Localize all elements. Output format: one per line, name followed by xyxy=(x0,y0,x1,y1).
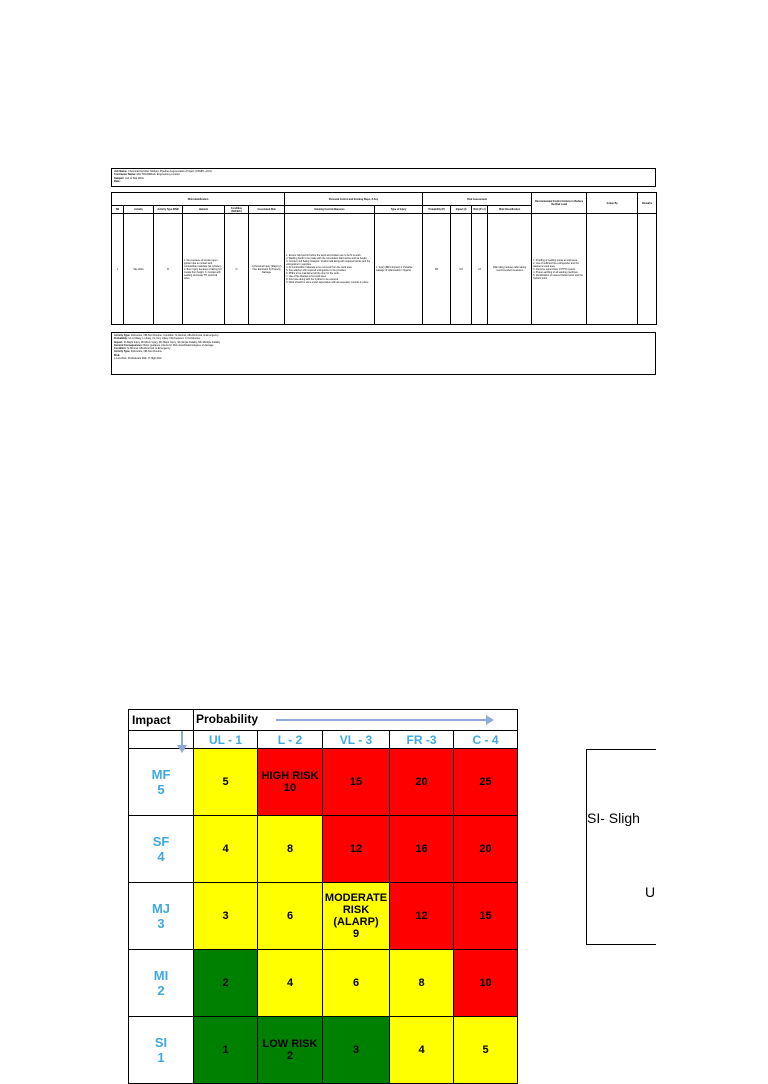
cell-action-by xyxy=(587,214,638,325)
header-line: Date: xyxy=(114,180,121,184)
column-header: Type of Injury xyxy=(375,206,423,214)
matrix-cell: 8 xyxy=(390,950,454,1017)
cell-risk: 12 xyxy=(472,214,488,325)
cell-associated-risk: 1) Personal Injury (Major) 2) Fire/ Explosion 3) Property Damage xyxy=(249,214,285,325)
legend-line: Probability: UL-Unlikely, L-Likely, VL-Very Likely, FR-Frequent, C-Continuous xyxy=(114,337,201,341)
risk-assessment-sheet xyxy=(111,168,656,361)
column-header: Risk Classification xyxy=(488,206,532,214)
matrix-cell: 4 xyxy=(390,1017,454,1084)
column-header: Hazards xyxy=(183,206,225,214)
legend-line: Risk: xyxy=(114,353,121,357)
matrix-col-header: L - 2 xyxy=(258,731,323,749)
legend-line: L-Low Risk, M-Moderate Risk, H-High Risk xyxy=(114,357,162,361)
impact-legend-line: U xyxy=(645,884,656,900)
matrix-cell: 16 xyxy=(390,816,454,883)
column-header: Impact (I) xyxy=(451,206,472,214)
matrix-col-header: UL - 1 xyxy=(194,731,258,749)
control-item: 3. Conduct Job Safety Analysis / toolbox talk along with required barrier and fire extinguisher in supplies. xyxy=(286,260,371,266)
column-header: Activity xyxy=(124,206,154,214)
matrix-probability-title: Probability xyxy=(196,712,259,726)
matrix-row xyxy=(129,749,518,816)
header-line: Contractor Name: M/s TRANSRAIL Engineering Limited xyxy=(114,173,180,177)
matrix-row xyxy=(129,816,518,883)
matrix-cell: 8 xyxy=(258,816,323,883)
control-item: 7. Use of fire blanket at hot work area. xyxy=(286,275,327,278)
matrix-probability-header xyxy=(194,710,518,731)
matrix-cell: 20 xyxy=(390,749,454,816)
cell-remarks xyxy=(638,214,657,325)
matrix-col-header: FR -3 xyxy=(390,731,454,749)
matrix-row-header xyxy=(129,950,194,1017)
cell-existing-controls xyxy=(285,214,375,325)
row-header-code: MJ xyxy=(151,901,171,916)
group-header: Personal Control and Existing Steps, If Any xyxy=(285,193,423,206)
matrix-cell: 12 xyxy=(323,816,390,883)
table-row xyxy=(112,214,657,325)
header-line: Job Name: Chemical Fertilizer Mudpro Pipeline Augmentation Project (CFMPL-AUG) xyxy=(114,170,213,173)
row-header-score: 3 xyxy=(157,916,165,931)
row-header-code: SI xyxy=(154,1035,168,1050)
legend-line: Impact: SI-Slight Injury, MI-Minor Injury, MJ-Major Injury, SF-Single Fatality, MF-Multiple Fatality xyxy=(114,340,221,344)
group-header: Remarks xyxy=(638,193,657,214)
cell-sn: 1 xyxy=(112,214,124,325)
matrix-row-header xyxy=(129,883,194,950)
recommended-item: 1. Proofing of welding points at work area. xyxy=(533,258,578,262)
cell-hazards: 1. Fire because of smoke/ open ignition due to contact with combustible materials (as cylinder). 2. Burn Injury because of taking hot metals from height. 3. Contact with welding electrode/ HT electrical wires. xyxy=(183,214,225,325)
matrix-cell: 2 xyxy=(194,950,258,1017)
matrix-cell: 10 xyxy=(454,950,518,1017)
cell-recommended xyxy=(532,214,587,325)
matrix-row-header xyxy=(129,1017,194,1084)
risk-matrix xyxy=(128,709,518,1084)
cell-injury-type: 1. Injury (Blind Impact) 2. Possible leakage of inflammable / Organic xyxy=(375,214,423,325)
recommended-item: 5. Identification of nearest hazard point and fire hydrant point. xyxy=(533,273,583,280)
matrix-cell: 4 xyxy=(194,816,258,883)
cell-activity-type: R xyxy=(154,214,183,325)
column-header: Existing Control Measures xyxy=(285,206,375,214)
column-header: Probability (P) xyxy=(423,206,451,214)
group-header: Recommended Control Actions to Reduce the Risk Level xyxy=(532,193,587,214)
legend-line: Activity Type: R-Routine, NR-Non Routine; Condition: N-Normal, AB-Abnormal, E-Emergency xyxy=(114,334,219,337)
control-item: 8. Fire hose along with fire hydrant to be ensured. xyxy=(286,278,339,281)
column-header: Associated Risk xyxy=(249,206,285,214)
matrix-cell: 4 xyxy=(258,950,323,1017)
matrix-col-header: C - 4 xyxy=(454,731,518,749)
impact-legend-box xyxy=(586,749,656,945)
matrix-cell: 15 xyxy=(454,883,518,950)
cell-classification: Risk rating reduces after taking recommended measures xyxy=(488,214,532,325)
matrix-row xyxy=(129,1017,518,1084)
matrix-cell: 12 xyxy=(390,883,454,950)
matrix-cell: HIGH RISK 10 xyxy=(258,749,323,816)
matrix-cell: 20 xyxy=(454,816,518,883)
risk-table xyxy=(111,192,657,325)
row-header-code: MI xyxy=(153,968,169,983)
matrix-impact-title: Impact xyxy=(129,710,194,731)
cell-impact: MJ xyxy=(451,214,472,325)
row-header-score: 4 xyxy=(157,849,165,864)
matrix-corner xyxy=(129,731,194,749)
row-header-code: SF xyxy=(152,834,170,849)
row-header-code: MF xyxy=(151,767,171,782)
column-header: SN xyxy=(112,206,124,214)
legend-line: Condition: N-Normal, AB-Abnormal, E-Emergency xyxy=(114,347,171,351)
recommended-item: 2. Use of sufficient fire extinguisher and fire blanket at work area. xyxy=(533,261,579,268)
cell-activity: Site Work xyxy=(124,214,154,325)
matrix-col-header: VL - 3 xyxy=(323,731,390,749)
matrix-cell: 5 xyxy=(454,1017,518,1084)
matrix-cell: 15 xyxy=(323,749,390,816)
matrix-row xyxy=(129,950,518,1017)
arrow-down-icon xyxy=(181,731,183,747)
column-header: Condition (N/A/E/C) xyxy=(225,206,249,214)
matrix-cell: 25 xyxy=(454,749,518,816)
group-header: Risk Assessment xyxy=(423,193,532,206)
cell-condition: N xyxy=(225,214,249,325)
matrix-cell: 6 xyxy=(258,883,323,950)
matrix-row-header xyxy=(129,749,194,816)
matrix-cell: 3 xyxy=(194,883,258,950)
matrix-cell: LOW RISK 2 xyxy=(258,1017,323,1084)
control-item: 9. Work should be done under supervision with all necessary controls in place. xyxy=(286,281,369,284)
sheet-header xyxy=(111,168,656,187)
control-item: 5. Fire watcher with required extinguisher to be provided. xyxy=(286,269,347,272)
matrix-cell: 5 xyxy=(194,749,258,816)
control-item: 4. All combustible materials to be removed from the work area. xyxy=(286,266,353,269)
matrix-cell: 6 xyxy=(323,950,390,1017)
row-header-score: 5 xyxy=(157,782,165,797)
row-header-score: 2 xyxy=(157,983,165,998)
matrix-row-header xyxy=(129,816,194,883)
legend-line: Activity Type: R-Routine, NR-Non Routine xyxy=(114,350,162,354)
recommended-item: 4. Proper earthing of all welding machines. xyxy=(533,270,579,274)
matrix-cell: MODERATE RISK (ALARP) 9 xyxy=(323,883,390,950)
matrix-cell: 1 xyxy=(194,1017,258,1084)
matrix-row xyxy=(129,883,518,950)
column-header: Risk (P x I) xyxy=(472,206,488,214)
legend-line: General Consequences: Refer guidance criteria for Risk classification/degree of damage xyxy=(114,343,214,347)
row-header-score: 1 xyxy=(157,1050,165,1065)
header-line: Subject: Job of Site Work xyxy=(114,176,144,180)
matrix-cell: 3 xyxy=(323,1017,390,1084)
group-header: Action By xyxy=(587,193,638,214)
recommended-item: 3. Intensive supervision of PTW system. xyxy=(533,267,576,271)
control-item: 1. Ensure hold permit before the work and workers are to be fit to work. xyxy=(286,254,362,257)
column-header: Activity Type R/NR xyxy=(154,206,183,214)
control-item: 2. Welding booth to be made with the convolution hard as fire work at height. xyxy=(286,257,368,260)
impact-legend-line: SI- Sligh xyxy=(587,810,640,826)
cell-probability: FR xyxy=(423,214,451,325)
legend-box xyxy=(111,332,656,375)
control-item: 6. PPE's to be maintained all the time for the work. xyxy=(286,272,340,275)
arrow-right-icon xyxy=(276,719,488,721)
group-header: Risk Identification xyxy=(112,193,285,206)
